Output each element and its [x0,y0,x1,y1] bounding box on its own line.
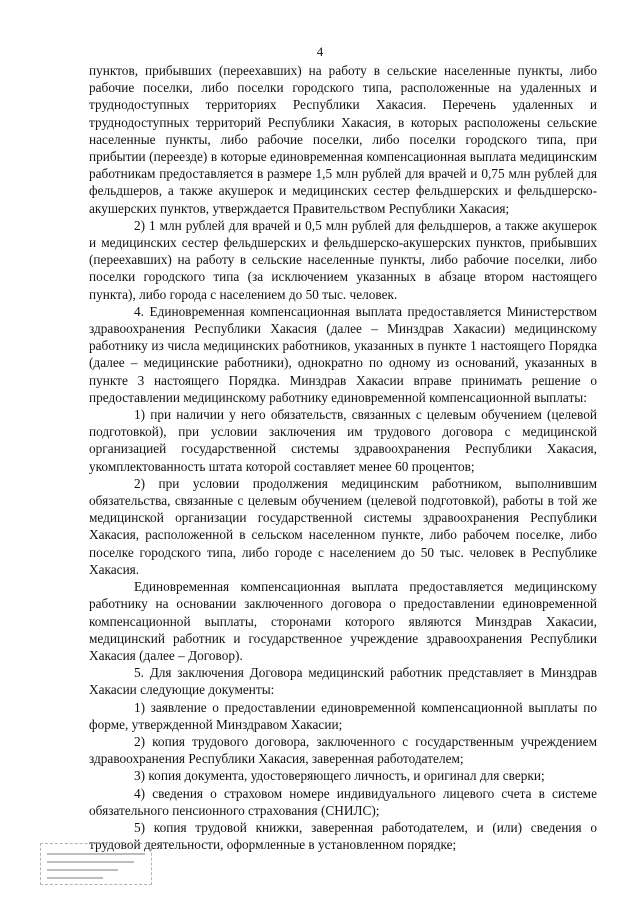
stamp-line [47,861,134,863]
paragraph-12: 5) копия трудовой книжки, заверенная работодателем, и (или) сведения о трудовой деятельности, оформленные в установленном порядке; [89,819,597,853]
paragraph-1: пунктов, прибывших (переехавших) на работу в сельские населенные пункты, либо рабочие поселки, либо поселки городского типа, расположенные на удаленных и труднодоступных территориях Республики Хакасия. Перечень удаленных и труднодоступных территорий Республики Хакасия, в которых расположены сельские населенные пункты, либо рабочие поселки, либо поселки городского типа, при прибытии (переезде) в которые единовременная компенсационная выплата медицинским работникам предоставляется в размере 1,5 млн рублей для врачей и 0,75 млн рублей для фельдшеров, а также акушерок и медицинских сестер фельдшерских и фельдшерско-акушерских пунктов, утверждается Правительством Республики Хакасия; [89,63,597,216]
stamp-line [47,853,145,855]
paragraph-8: 1) заявление о предоставлении единовременной компенсационной выплаты по форме, утвержденной Минздравом Хакасии; [89,699,597,732]
faded-stamp [40,843,152,885]
paragraph-4: 1) при наличии у него обязательств, связанных с целевым обучением (целевой подготовкой), при условии заключения им трудового договора с медицинской организацией государственной системы здравоохранения Республики Хакасия, укомплектованность штата которой составляет менее 60 процентов; [89,407,597,474]
document-body [89,62,597,853]
paragraph-11: 4) сведения о страховом номере индивидуального лицевого счета в системе обязательного пенсионного страхования (СНИЛС); [89,785,597,818]
paragraph-5: 2) при условии продолжения медицинским работником, выполнившим обязательства, связанные с целевым обучением (целевой подготовкой), работы в той же медицинской организации государственной системы здравоохранения Республики Хакасия, расположенной в сельском населенном пункте, либо рабочем поселке, либо поселке городского типа, либо городе с населением до 50 тыс. человек в Республике Хакасия. [89,475,597,577]
paragraph-6: Единовременная компенсационная выплата предоставляется медицинскому работнику на основании заключенного договора о предоставлении единовременной компенсационной выплаты, сторонами которого являются Минздрав Хакасии, медицинский работник и государственное учреждение здравоохранения Республики Хакасия (далее – Договор). [89,579,597,663]
page-number: 4 [316,44,324,59]
paragraph-9: 2) копия трудового договора, заключенного с государственным учреждением здравоохранения Республики Хакасия, заверенная работодателем; [89,733,597,767]
paragraph-2: 2) 1 млн рублей для врачей и 0,5 млн рублей для фельдшеров, а также акушерок и медицинских сестер фельдшерских и фельдшерско-акушерских пунктов, прибывших (переехавших) на работу в сельские населенные пункты, либо рабочие поселки, либо поселки городского типа (за исключением указанных в абзаце втором настоящего пункта), либо города с населением до 50 тыс. человек. [89,217,597,302]
paragraph-7: 5. Для заключения Договора медицинский работник представляет в Минздрав Хакасии следующие документы: [89,665,597,698]
stamp-line [47,869,118,871]
stamp-line [47,877,103,879]
paragraph-3: 4. Единовременная компенсационная выплата предоставляется Министерством здравоохранения Республики Хакасия (далее – Минздрав Хакасии) медицинскому работнику из числа медицинских работников, указанных в пункте 1 настоящего Порядка (далее – медицинские работники), однократно по одному из оснований, указанных в пункте 3 настоящего Порядка. Минздрав Хакасии вправе принимать решение о предоставлении медицинскому работнику единовременной компенсационной выплаты: [89,303,597,405]
paragraph-10: 3) копия документа, удостоверяющего личность, и оригинал для сверки; [134,768,545,784]
